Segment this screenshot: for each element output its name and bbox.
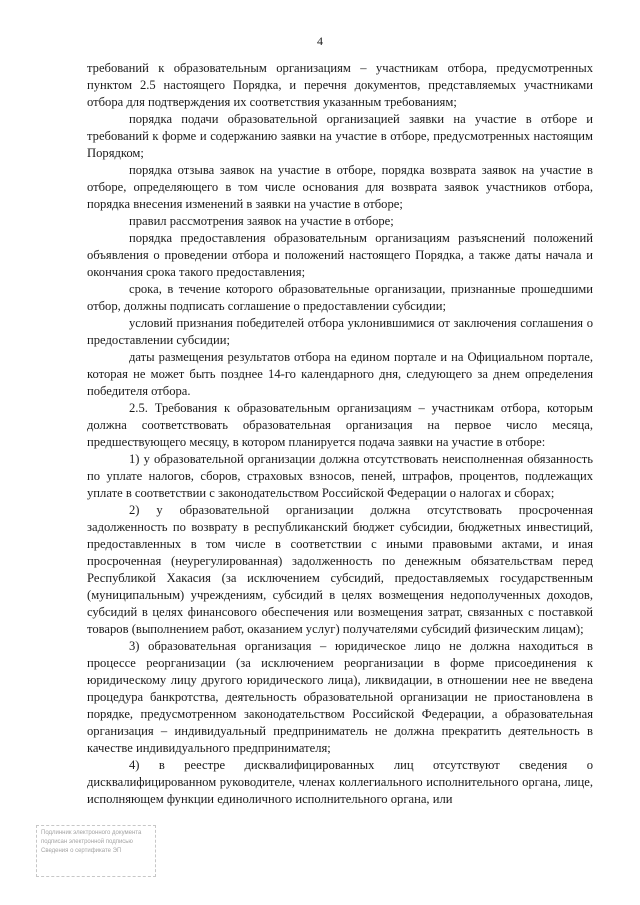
signature-stamp — [36, 825, 156, 877]
paragraph: требований к образовательным организациям – участникам отбора, предусмотренных пунктом 2.5 настоящего Порядка, и перечня документов, представляемых участниками отбора для подтверждения их соответствия указанным требованиям; — [87, 61, 593, 109]
paragraph: даты размещения результатов отбора на едином портале и на Официальном портале, которая не может быть позднее 14-го календарного дня, следующего за днем определения победителя отбора. — [87, 350, 593, 398]
stamp-line: подписан электронной подписью — [41, 839, 133, 845]
paragraph: порядка предоставления образовательным организациям разъяснений положений объявления о проведении отбора и положений настоящего Порядка, а также даты начала и окончания срока такого предоставления; — [87, 231, 593, 279]
section-heading-paragraph: 2.5. Требования к образовательным организациям – участникам отбора, которым должна соответствовать образовательная организация на первое число месяца, предшествующего месяцу, в котором планируется подача заявки на участие в отборе: — [87, 401, 593, 449]
paragraph: порядка подачи образовательной организацией заявки на участие в отборе и требований к форме и содержанию заявки на участие в отборе, предусмотренных настоящим Порядком; — [87, 112, 593, 160]
list-item: 1) у образовательной организации должна отсутствовать неисполненная обязанность по уплате налогов, сборов, страховых взносов, пеней, штрафов, процентов, подлежащих уплате в соответствии с законодательством Российской Федерации о налогах и сборах; — [87, 452, 593, 500]
paragraph: порядка отзыва заявок на участие в отборе, порядка возврата заявок на участие в отборе, определяющего в том числе основания для возврата заявок участников отбора, порядка внесения изменений в заявки на участие в отборе; — [87, 163, 593, 211]
paragraph: условий признания победителей отбора уклонившимися от заключения соглашения о предоставлении субсидии; — [87, 316, 593, 347]
paragraph: срока, в течение которого образовательные организации, признанные прошедшими отбор, должны подписать соглашение о предоставлении субсидии; — [87, 282, 593, 313]
stamp-line: Сведения о сертификате ЭП — [41, 848, 122, 854]
page-number: 4 — [317, 34, 323, 48]
document-body — [87, 60, 593, 808]
list-item: 2) у образовательной организации должна отсутствовать просроченная задолженность по возврату в республиканский бюджет субсидии, бюджетных инвестиций, предоставленных в том числе в соответствии с иными правовыми актами, и иная просроченная (неурегулированная) задолженность по денежным обязательствам перед Республикой Хакасия (за исключением субсидий, предоставляемых государственным (муниципальным) учреждениям, субсидий в целях возмещения недополученных доходов, субсидий в целях финансового обеспечения или возмещения затрат, связанных с поставкой товаров (выполнением работ, оказанием услуг) получателями субсидий физическим лицам); — [87, 503, 593, 636]
paragraph: правил рассмотрения заявок на участие в отборе; — [129, 214, 394, 228]
list-item: 4) в реестре дисквалифицированных лиц отсутствуют сведения о дисквалифицированном руководителе, членах коллегиального исполнительного органа, лице, исполняющем функции единоличного исполнительного органа, или — [87, 758, 593, 806]
list-item: 3) образовательная организация – юридическое лицо не должна находиться в процессе реорганизации (за исключением реорганизации в форме присоединения к юридическому лицу другого юридического лица), ликвидации, в отношении нее не введена процедура банкротства, деятельность образовательной организации не приостановлена в порядке, предусмотренном законодательством Российской Федерации, а образовательная организация – индивидуальный предприниматель не должна прекратить деятельность в качестве индивидуального предпринимателя; — [87, 639, 593, 755]
stamp-line: Подлинник электронного документа — [41, 830, 142, 836]
